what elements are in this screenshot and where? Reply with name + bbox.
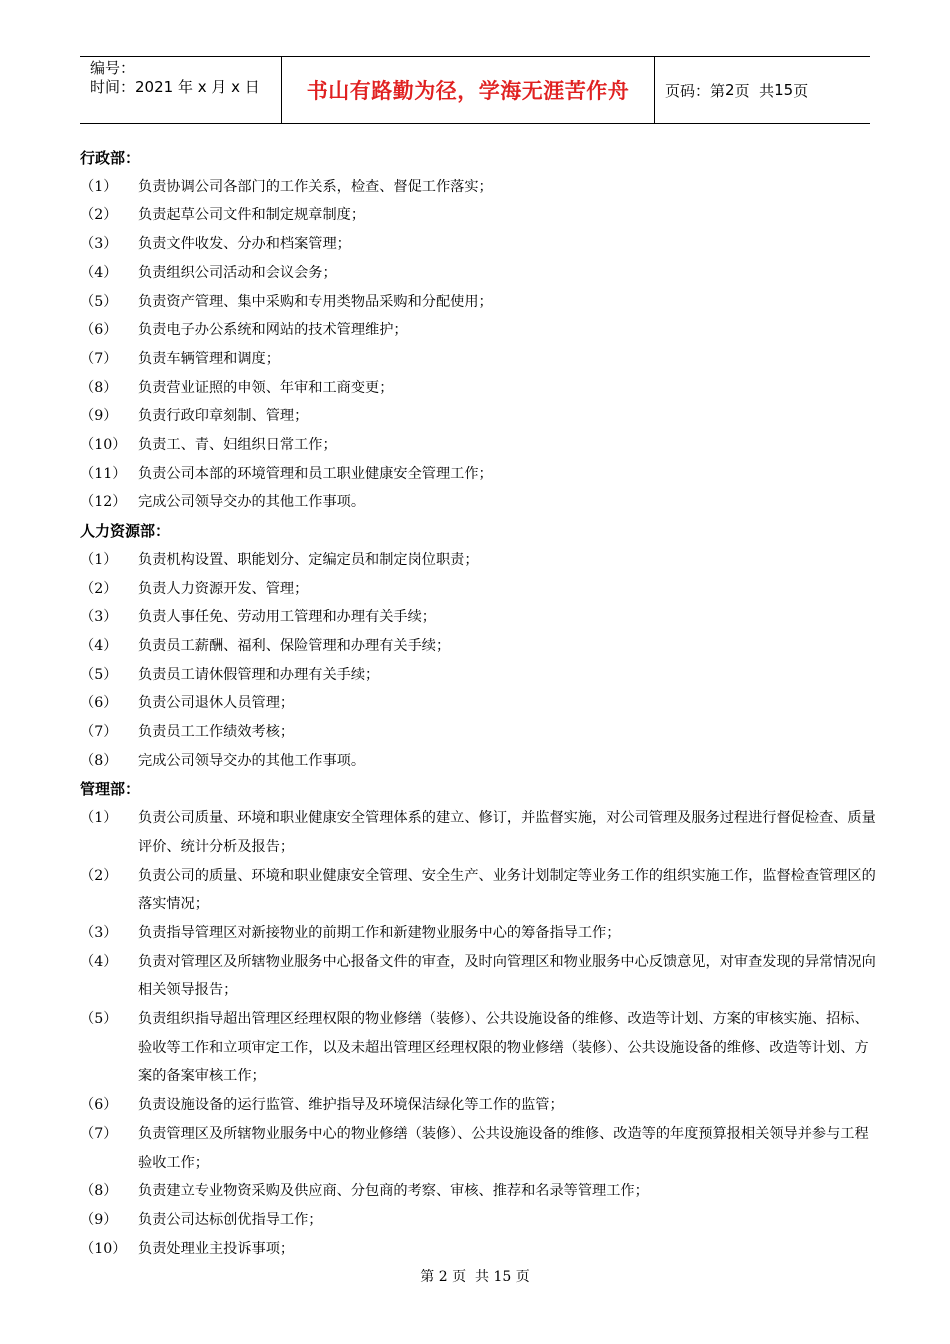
- footer-mid: 页 共: [452, 1269, 489, 1285]
- list-item: [80, 1235, 880, 1264]
- item-text: 负责文件收发、分办和档案管理；: [138, 236, 351, 253]
- header-page-number: [665, 57, 808, 123]
- header-meta: [90, 59, 285, 97]
- list-item: [80, 345, 880, 374]
- item-number: （4）: [80, 264, 118, 281]
- item-number: （1）: [80, 551, 118, 568]
- page-current: 2: [725, 81, 735, 99]
- item-number: （2）: [80, 207, 118, 224]
- item-number: （9）: [80, 1211, 118, 1228]
- item-text: 负责建立专业物资采购及供应商、分包商的考察、审核、推荐和名录等管理工作；: [138, 1183, 649, 1200]
- item-text: 负责人事任免、劳动用工管理和办理有关手续；: [138, 609, 436, 626]
- document-id-label: 编号：: [90, 59, 136, 77]
- item-text: 负责协调公司各部门的工作关系，检查、督促工作落实；: [138, 178, 493, 195]
- list-item: [80, 632, 880, 661]
- item-text: 负责指导管理区对新接物业的前期工作和新建物业服务中心的筹备指导工作；: [138, 924, 621, 941]
- list-item: [80, 575, 880, 604]
- item-number: （3）: [80, 609, 118, 626]
- item-text: 负责起草公司文件和制定规章制度；: [138, 207, 366, 224]
- document-time: 时间：2021 年 x 月 x 日: [90, 78, 260, 96]
- item-number: （1）: [80, 810, 118, 827]
- item-text: 负责公司退休人员管理；: [138, 695, 295, 712]
- list-item: [80, 374, 880, 403]
- list-item: [80, 230, 880, 259]
- item-text: 负责公司的质量、环境和职业健康安全管理、安全生产、业务计划制定等业务工作的组织实施工作，监督检查管理区的落实情况；: [138, 867, 876, 913]
- item-text: 负责公司本部的环境管理和员工职业健康安全管理工作；: [138, 465, 493, 482]
- item-number: （6）: [80, 1097, 118, 1114]
- item-text: 负责车辆管理和调度；: [138, 350, 280, 367]
- list-item: [80, 718, 880, 747]
- item-text: 负责管理区及所辖物业服务中心的物业修缮（装修）、公共设施设备的维修、改造等的年度预算报相关领导并参与工程验收工作；: [138, 1125, 869, 1171]
- item-text: 负责处理业主投诉事项；: [138, 1240, 295, 1257]
- item-number: （9）: [80, 408, 118, 425]
- item-text: 负责组织公司活动和会议会务；: [138, 264, 337, 281]
- list-item: [80, 288, 880, 317]
- section-title: 管理部：: [80, 780, 141, 799]
- footer-total: 15: [493, 1269, 512, 1285]
- header-divider: [654, 57, 655, 123]
- item-text: 负责电子办公系统和网站的技术管理维护；: [138, 322, 408, 339]
- item-number: （2）: [80, 580, 118, 597]
- header-motto: 书山有路勤为径，学海无涯苦作舟: [306, 79, 630, 103]
- section-title: 行政部：: [80, 149, 141, 167]
- footer-suffix: 页: [515, 1269, 530, 1285]
- item-number: （5）: [80, 666, 118, 683]
- page-mid: 页 共: [734, 81, 775, 100]
- item-number: （11）: [80, 465, 127, 482]
- page-total: 15: [774, 81, 794, 99]
- item-number: （3）: [80, 236, 118, 253]
- list-item: [80, 173, 880, 202]
- item-number: （4）: [80, 953, 118, 970]
- list-item: [80, 747, 880, 776]
- item-number: （10）: [80, 437, 127, 454]
- item-number: （5）: [80, 1011, 118, 1028]
- list-item: [80, 402, 880, 431]
- list-item: [80, 661, 880, 690]
- section-title: 人力资源部：: [80, 522, 171, 541]
- item-text: 负责营业证照的申领、年审和工商变更；: [138, 379, 394, 396]
- footer-current: 2: [438, 1269, 448, 1285]
- item-text: 负责行政印章刻制、管理；: [138, 408, 309, 425]
- list-item: [80, 948, 880, 1005]
- list-item: [80, 689, 880, 718]
- list-item: [80, 546, 880, 575]
- list-item: [80, 603, 880, 632]
- item-number: （7）: [80, 1125, 118, 1142]
- document-header: [80, 56, 870, 124]
- list-item: [80, 201, 880, 230]
- list-item: [80, 919, 880, 948]
- list-item: [80, 804, 880, 861]
- item-text: 负责人力资源开发、管理；: [138, 580, 309, 597]
- item-number: （6）: [80, 322, 118, 339]
- item-number: （7）: [80, 350, 118, 367]
- list-item: [80, 1091, 880, 1120]
- item-text: 负责机构设置、职能划分、定编定员和制定岗位职责；: [138, 551, 479, 568]
- item-number: （5）: [80, 293, 118, 310]
- item-number: （8）: [80, 1183, 118, 1200]
- list-item: [80, 259, 880, 288]
- item-text: 负责对管理区及所辖物业服务中心报备文件的审查，及时向管理区和物业服务中心反馈意见，对审查发现的异常情况向相关领导报告；: [138, 953, 876, 999]
- footer-prefix: 第: [420, 1269, 435, 1285]
- item-number: （12）: [80, 494, 127, 511]
- item-text: 完成公司领导交办的其他工作事项。: [138, 494, 366, 511]
- item-text: 负责资产管理、集中采购和专用类物品采购和分配使用；: [138, 293, 493, 310]
- item-number: （7）: [80, 724, 118, 741]
- list-item: [80, 1177, 880, 1206]
- list-item: [80, 316, 880, 345]
- item-number: （8）: [80, 379, 118, 396]
- item-text: 负责公司达标创优指导工作；: [138, 1211, 323, 1228]
- page-footer: [0, 1266, 950, 1286]
- item-text: 负责员工薪酬、福利、保险管理和办理有关手续；: [138, 637, 451, 654]
- item-text: 负责组织指导超出管理区经理权限的物业修缮（装修）、公共设施设备的维修、改造等计划、方案的审核实施、招标、验收等工作和立项审定工作，以及未超出管理区经理权限的物业修缮（装修）、公共设施设备的维修、改造等计划、方案的备案审核工作；: [138, 1011, 869, 1085]
- list-item: [80, 1120, 880, 1177]
- item-number: （3）: [80, 924, 118, 941]
- list-item: [80, 1005, 880, 1091]
- item-number: （4）: [80, 637, 118, 654]
- item-text: 负责员工请休假管理和办理有关手续；: [138, 666, 380, 683]
- item-number: （1）: [80, 178, 118, 195]
- list-item: [80, 1206, 880, 1235]
- item-text: 完成公司领导交办的其他工作事项。: [138, 752, 366, 769]
- list-item: [80, 431, 880, 460]
- page-suffix: 页: [793, 81, 809, 100]
- list-item: [80, 460, 880, 489]
- item-number: （10）: [80, 1240, 127, 1257]
- item-text: 负责工、青、妇组织日常工作；: [138, 437, 337, 454]
- item-number: （2）: [80, 867, 118, 884]
- item-number: （6）: [80, 695, 118, 712]
- document-body: [80, 144, 880, 1263]
- list-item: [80, 862, 880, 919]
- item-number: （8）: [80, 752, 118, 769]
- item-text: 负责公司质量、环境和职业健康安全管理体系的建立、修订，并监督实施，对公司管理及服务过程进行督促检查、质量评价、统计分析及报告；: [138, 810, 876, 855]
- list-item: [80, 488, 880, 517]
- item-text: 负责设施设备的运行监管、维护指导及环境保洁绿化等工作的监管；: [138, 1097, 564, 1114]
- item-text: 负责员工工作绩效考核；: [138, 724, 295, 741]
- page-prefix: 页码：第: [665, 81, 726, 100]
